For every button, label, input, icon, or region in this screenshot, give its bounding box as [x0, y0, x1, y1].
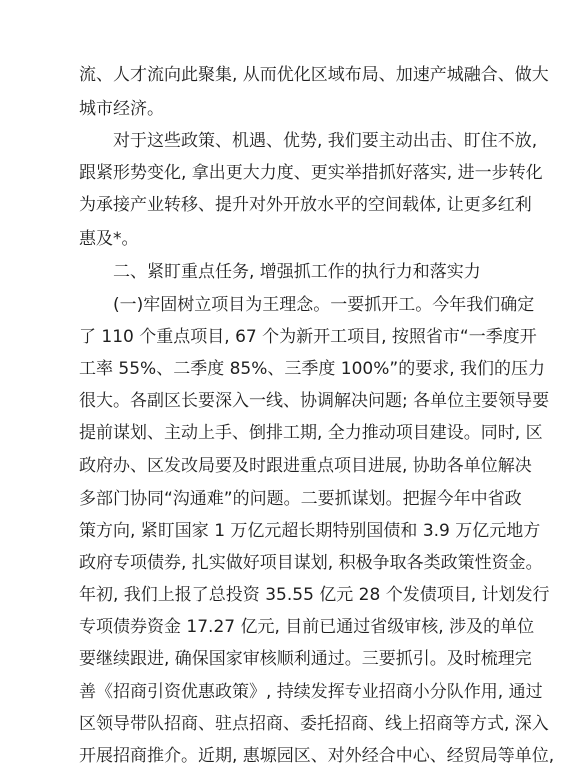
body-text-line: 了 110 个重点项目, 67 个为新开工项目, 按照省市“一季度开: [79, 327, 537, 347]
section-heading: 二、紧盯重点任务, 增强抓工作的执行力和落实力: [113, 262, 481, 282]
body-text-line: 城市经济。: [79, 99, 164, 119]
body-text-line: 跟紧形势变化, 拿出更大力度、更实举措抓好落实, 进一步转化: [79, 163, 543, 183]
body-text-line: 流、人才流向此聚集, 从而优化区域布局、加速产城融合、做大: [79, 65, 549, 85]
body-text-line: 政府专项债券, 扎实做好项目谋划, 积极争取各类政策性资金。: [79, 553, 543, 573]
body-text-line: 年初, 我们上报了总投资 35.55 亿元 28 个发债项目, 计划发行: [79, 585, 550, 605]
body-text-line: 开展招商推介。近期, 惠塬园区、对外经合中心、经贸局等单位,: [79, 746, 555, 766]
body-text-line: 专项债券资金 17.27 亿元, 目前已通过省级审核, 涉及的单位: [79, 617, 535, 637]
body-text-line: 善《招商引资优惠政策》, 持续发挥专业招商小分队作用, 通过: [79, 682, 543, 702]
body-text-line: 区领导带队招商、驻点招商、委托招商、线上招商等方式, 深入: [79, 714, 549, 734]
body-text-line: 为承接产业转移、提升对外开放水平的空间载体, 让更多红利: [79, 195, 532, 215]
body-text-line: 要继续跟进, 确保国家审核顺利通过。三要抓引。及时梳理完: [79, 649, 532, 669]
body-text-line: 策方向, 紧盯国家 1 万亿元超长期特别国债和 3.9 万亿元地方: [79, 521, 541, 541]
body-text-line: 很大。各副区长要深入一线、协调解决问题; 各单位主要领导要: [79, 391, 550, 411]
body-text-line: 工率 55%、二季度 85%、三季度 100%”的要求, 我们的压力: [79, 359, 545, 379]
body-text-line: 政府办、区发改局要及时跟进重点项目进展, 协助各单位解决: [79, 456, 532, 476]
body-text-line: 多部门协同“沟通难”的问题。二要抓谋划。把握今年中省政: [79, 489, 522, 509]
paragraph-first-line: (一)牢固树立项目为王理念。一要抓开工。今年我们确定: [113, 295, 535, 315]
body-text-line: 提前谋划、主动上手、倒排工期, 全力推动项目建设。同时, 区: [79, 423, 543, 443]
paragraph-first-line: 对于这些政策、机遇、优势, 我们要主动出击、盯住不放,: [113, 131, 538, 151]
body-text-line: 惠及*。: [79, 229, 139, 249]
